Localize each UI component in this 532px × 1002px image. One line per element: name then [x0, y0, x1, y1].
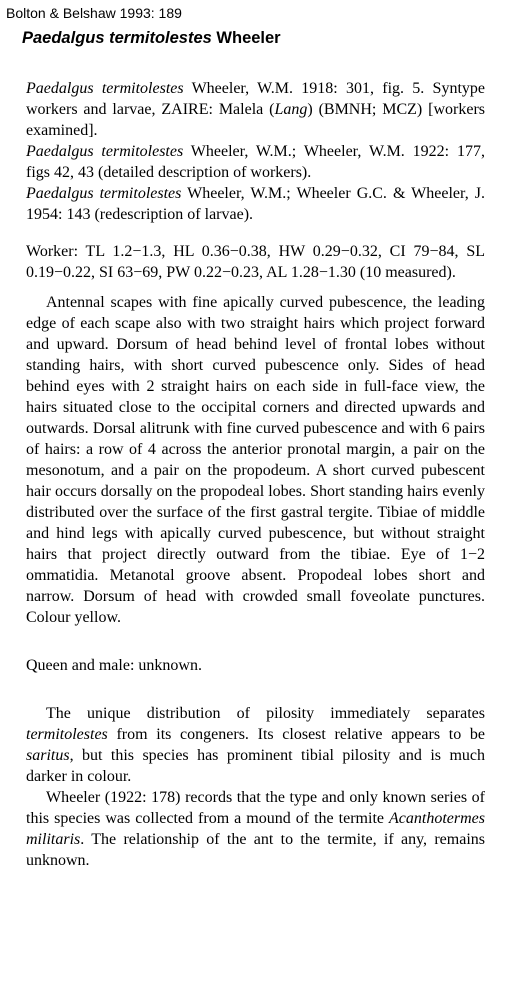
reference-entry — [26, 141, 485, 183]
reference-entry — [26, 183, 485, 225]
reference-collector: Lang — [274, 101, 308, 118]
discussion-text: from its congeners. Its closest relative appears to be — [107, 726, 485, 743]
reference-entry — [26, 78, 485, 141]
queen-male-note: Queen and male: unknown. — [26, 657, 202, 674]
reference-text: Wheeler, W.M.; Wheeler, W.M. 1922: 177, figs 42, 43 (detailed description of workers). — [26, 143, 486, 181]
reference-species-name: Paedalgus termitolestes — [26, 80, 184, 97]
reference-text-cont: ) (BMNH; MCZ) [workers examined]. — [26, 101, 485, 139]
worker-description: Antennal scapes with fine apically curved pubescence, the leading edge of each scape also with two straight hairs which project forward and upward. Dorsum of head behind level of frontal lobes without standing hairs, with short curved pubescence only. Sides of head behind eyes with 2 straight hairs on each side in full-face view, the hairs situated close to the occipital corners and directed upwards and outwards. Dorsal alitrunk with fine curved pubescence and with 6 pairs of hairs: a row of 4 across the anterior pronotal margin, a pair on the mesonotum, and a pair on the propodeum. A short curved pubescent hair occurs dorsally on the propodeal lobes. Short standing hairs evenly distributed over the surface of the first gastral tergite. Tibiae of middle and hind legs with apically curved pubescence, but without straight hairs that project directly outward from the tibiae. Eye of 1−2 ommatidia. Metanotal groove absent. Propodeal lobes short and narrow. Dorsum of head with crowded small foveolate punctures. Colour yellow. — [26, 294, 485, 626]
section-gap — [26, 225, 485, 241]
discussion-paragraph — [26, 703, 485, 787]
species-title — [22, 27, 281, 49]
discussion-species: termitolestes — [26, 726, 108, 743]
species-title-author: Wheeler — [211, 29, 281, 47]
species-title-name: Paedalgus termitolestes — [22, 29, 212, 47]
discussion-text: Wheeler (1922: 178) records that the type and only known series of this species was collected from a mound of the termite — [26, 789, 485, 827]
reference-species-name: Paedalgus termitolestes — [26, 143, 184, 160]
worker-measurements: Worker: TL 1.2−1.3, HL 0.36−0.38, HW 0.29−0.32, CI 79−84, SL 0.19−0.22, SI 63−69, PW 0.22−0.23, AL 1.28−1.30 (10 measured). — [26, 243, 485, 281]
species-account — [26, 78, 485, 871]
termite-name: Acanthotermes militaris — [26, 810, 485, 848]
discussion-relative: saritus — [26, 747, 70, 764]
source-citation: Bolton & Belshaw 1993: 189 — [6, 5, 182, 21]
discussion-paragraph — [26, 787, 485, 871]
discussion-text: The unique distribution of pilosity immediately separates — [46, 705, 485, 722]
reference-text: Wheeler, W.M.; Wheeler G.C. & Wheeler, J. 1954: 143 (redescription of larvae). — [26, 185, 485, 223]
reference-species-name: Paedalgus termitolestes — [26, 185, 182, 202]
reference-text: Wheeler, W.M. 1918: 301, fig. 5. Syntype workers and larvae, ZAIRE: Malela ( — [26, 80, 486, 118]
discussion-text: . The relationship of the ant to the termite, if any, remains unknown. — [26, 831, 485, 869]
discussion-text: , but this species has prominent tibial pilosity and is much darker in colour. — [26, 747, 485, 785]
